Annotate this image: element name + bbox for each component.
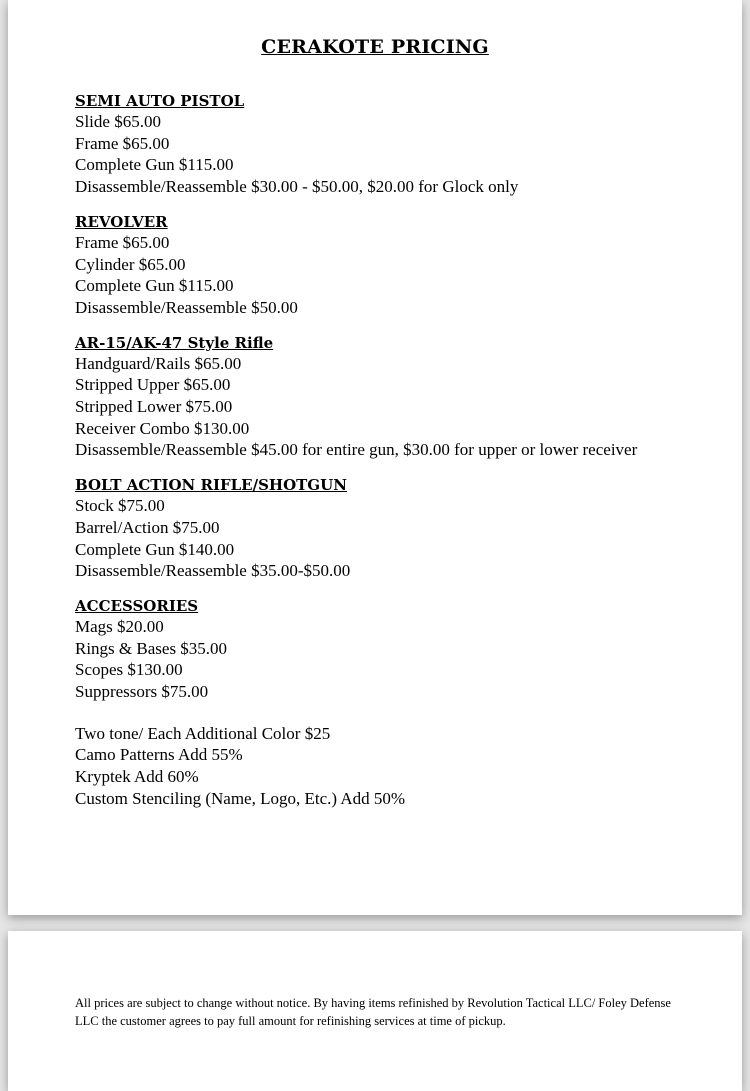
section-bolt-action-shotgun [75,475,735,582]
price-item: Handguard/Rails $65.00 [75,353,242,373]
extra-option: Camo Patterns Add 55% [75,745,243,765]
pricing-content [75,91,735,810]
section-heading: SEMI AUTO PISTOL [75,92,245,110]
section-accessories [75,596,735,703]
price-item: Frame $65.00 [75,232,170,252]
price-item: Stock $75.00 [75,496,165,516]
price-item: Complete Gun $115.00 [75,276,234,296]
price-item: Disassemble/Reassemble $45.00 for entire gun, $30.00 for upper or lower receiver [75,440,638,460]
document-page-2 [8,931,742,1091]
price-item: Stripped Lower $75.00 [75,397,233,417]
section-ar15-ak47-rifle [75,333,735,462]
section-semi-auto-pistol [75,91,735,198]
section-revolver [75,212,735,319]
section-heading: ACCESSORIES [75,596,199,615]
price-item: Suppressors $75.00 [75,682,209,702]
document-page-1 [8,0,742,915]
price-item: Barrel/Action $75.00 [75,517,220,537]
price-item: Cylinder $65.00 [75,254,186,274]
price-item: Disassemble/Reassemble $30.00 - $50.00, $20.00 for Glock only [75,177,519,197]
price-item: Slide $65.00 [75,112,161,131]
extra-option: Two tone/ Each Additional Color $25 [75,723,331,743]
price-item: Complete Gun $115.00 [75,155,234,175]
section-heading: AR-15/AK-47 Style Rifle [75,333,274,352]
disclaimer-text: All prices are subject to change without notice. By having items refinished by Revolution Tactical LLC/ Foley Defense LLC the customer agrees to pay full amount for refinishing services at time of pickup. [75,996,671,1028]
price-item: Complete Gun $140.00 [75,539,235,559]
price-item: Disassemble/Reassemble $50.00 [75,297,298,317]
section-heading: BOLT ACTION RIFLE/SHOTGUN [75,476,347,495]
extra-options [75,723,735,810]
extra-option: Kryptek Add 60% [75,767,199,787]
price-item: Frame $65.00 [75,133,170,153]
price-item: Stripped Upper $65.00 [75,375,231,395]
extra-option: Custom Stenciling (Name, Logo, Etc.) Add 50% [75,788,406,808]
price-item: Rings & Bases $35.00 [75,638,228,658]
price-item: Receiver Combo $130.00 [75,418,250,438]
price-item: Scopes $130.00 [75,660,183,680]
page-title: CERAKOTE PRICING [261,36,489,58]
price-item: Mags $20.00 [75,616,164,636]
section-heading: REVOLVER [75,212,168,231]
price-item: Disassemble/Reassemble $35.00-$50.00 [75,561,351,581]
